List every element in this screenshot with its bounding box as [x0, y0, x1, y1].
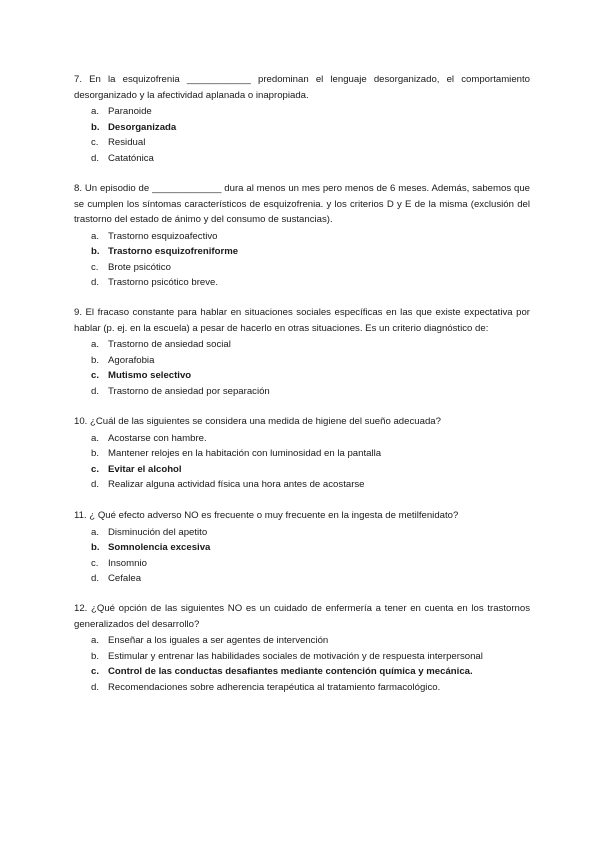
option-text: Catatónica [108, 152, 154, 164]
option-list [74, 525, 530, 587]
option-text: Evitar el alcohol [108, 463, 182, 475]
option-list [74, 104, 530, 166]
option-text: Desorganizada [108, 121, 177, 133]
question-stem: 7. En la esquizofrenia ____________ predominan el lenguaje desorganizado, el comportamiento desorganizado y la afectividad aplanada o inapropiada. [74, 74, 530, 101]
option-text: Enseñar a los iguales a ser agentes de intervención [108, 635, 329, 646]
option-text: Trastorno de ansiedad social [108, 339, 231, 350]
option-text: Insomnio [108, 557, 147, 569]
option-letter: d. [91, 681, 100, 693]
option-letter: c. [91, 463, 100, 475]
option-d [74, 680, 530, 696]
option-a [74, 104, 530, 120]
option-letter: d. [91, 277, 100, 289]
question-stem: 12. ¿Qué opción de las siguientes NO es un cuidado de enfermería a tener en cuenta en los trastornos generalizados del desarrollo? [74, 603, 530, 630]
option-b [74, 446, 530, 462]
option-d [74, 151, 530, 167]
option-text: Paranoide [108, 106, 152, 117]
option-d [74, 571, 530, 587]
option-d [74, 477, 530, 493]
option-text: Control de las conductas desafiantes mediante contención química y mecánica. [108, 666, 473, 678]
option-list [74, 337, 530, 399]
option-text: Realizar alguna actividad física una hora antes de acostarse [108, 479, 365, 491]
option-letter: a. [91, 526, 100, 538]
option-text: Trastorno esquizofreniforme [108, 246, 239, 258]
option-d [74, 275, 530, 291]
question-stem: 11. ¿ Qué efecto adverso NO es frecuente o muy frecuente en la ingesta de metilfenidato? [74, 510, 459, 521]
option-text: Trastorno de ansiedad por separación [108, 385, 270, 397]
option-letter: c. [91, 666, 100, 678]
option-letter: a. [91, 106, 100, 117]
question-9 [74, 305, 530, 399]
option-b [74, 649, 530, 665]
option-text: Mantener relojes en la habitación con luminosidad en la pantalla [108, 448, 382, 460]
question-8 [74, 181, 530, 291]
option-letter: b. [91, 121, 100, 133]
option-letter: b. [91, 650, 100, 662]
option-letter: c. [91, 370, 100, 382]
option-letter: b. [91, 246, 100, 258]
option-text: Disminución del apetito [108, 526, 208, 538]
option-letter: d. [91, 385, 100, 397]
option-text: Trastorno esquizoafectivo [108, 230, 218, 242]
option-text: Cefalea [108, 573, 142, 585]
question-12 [74, 601, 530, 695]
option-text: Residual [108, 137, 146, 149]
option-text: Somnolencia excesiva [108, 542, 211, 554]
option-a [74, 633, 530, 649]
option-a [74, 337, 530, 353]
option-text: Estimular y entrenar las habilidades sociales de motivación y de respuesta interpersonal [108, 650, 483, 662]
option-letter: b. [91, 448, 100, 460]
option-c-correct [74, 664, 530, 680]
option-text: Mutismo selectivo [108, 370, 192, 382]
option-b-correct [74, 120, 530, 136]
option-c [74, 135, 530, 151]
option-list [74, 431, 530, 493]
option-b [74, 353, 530, 369]
option-a [74, 431, 530, 447]
question-10 [74, 414, 530, 493]
option-d [74, 384, 530, 400]
option-c [74, 556, 530, 572]
option-text: Recomendaciones sobre adherencia terapéutica al tratamiento farmacológico. [108, 681, 441, 693]
option-c-correct [74, 368, 530, 384]
option-a [74, 525, 530, 541]
option-letter: a. [91, 230, 100, 242]
option-a [74, 229, 530, 245]
question-stem: 10. ¿Cuál de las siguientes se considera una medida de higiene del sueño adecuada? [74, 416, 441, 427]
option-text: Agorafobia [108, 354, 155, 366]
option-letter: b. [91, 542, 100, 554]
option-text: Acostarse con hambre. [108, 432, 207, 444]
option-c-correct [74, 462, 530, 478]
option-list [74, 229, 530, 291]
question-stem: 9. El fracaso constante para hablar en situaciones sociales específicas en las que existe expectativa por hablar (p. ej. en la escuela) a pesar de hacerlo en otras situaciones. Es un criterio diagnóstico de: [74, 307, 530, 334]
option-text: Brote psicótico [108, 261, 171, 273]
option-letter: c. [91, 261, 99, 273]
question-stem: 8. Un episodio de _____________ dura al menos un mes pero menos de 6 meses. Además, sabemos que se cumplen los síntomas característicos de esquizofrenia. y los criterios D y E de la misma (exclusión del trastorno del estado de ánimo y del consumo de sustancias). [74, 183, 530, 225]
option-letter: b. [91, 354, 100, 366]
option-letter: d. [91, 152, 100, 164]
option-list [74, 633, 530, 695]
option-b-correct [74, 540, 530, 556]
option-letter: a. [91, 635, 100, 646]
option-text: Trastorno psicótico breve. [108, 277, 219, 289]
question-7 [74, 72, 530, 166]
option-letter: a. [91, 339, 100, 350]
option-letter: a. [91, 432, 100, 444]
option-letter: d. [91, 479, 100, 491]
option-c [74, 260, 530, 276]
option-letter: c. [91, 557, 99, 569]
option-letter: c. [91, 137, 99, 149]
option-letter: d. [91, 573, 100, 585]
option-b-correct [74, 244, 530, 260]
question-11 [74, 508, 530, 587]
